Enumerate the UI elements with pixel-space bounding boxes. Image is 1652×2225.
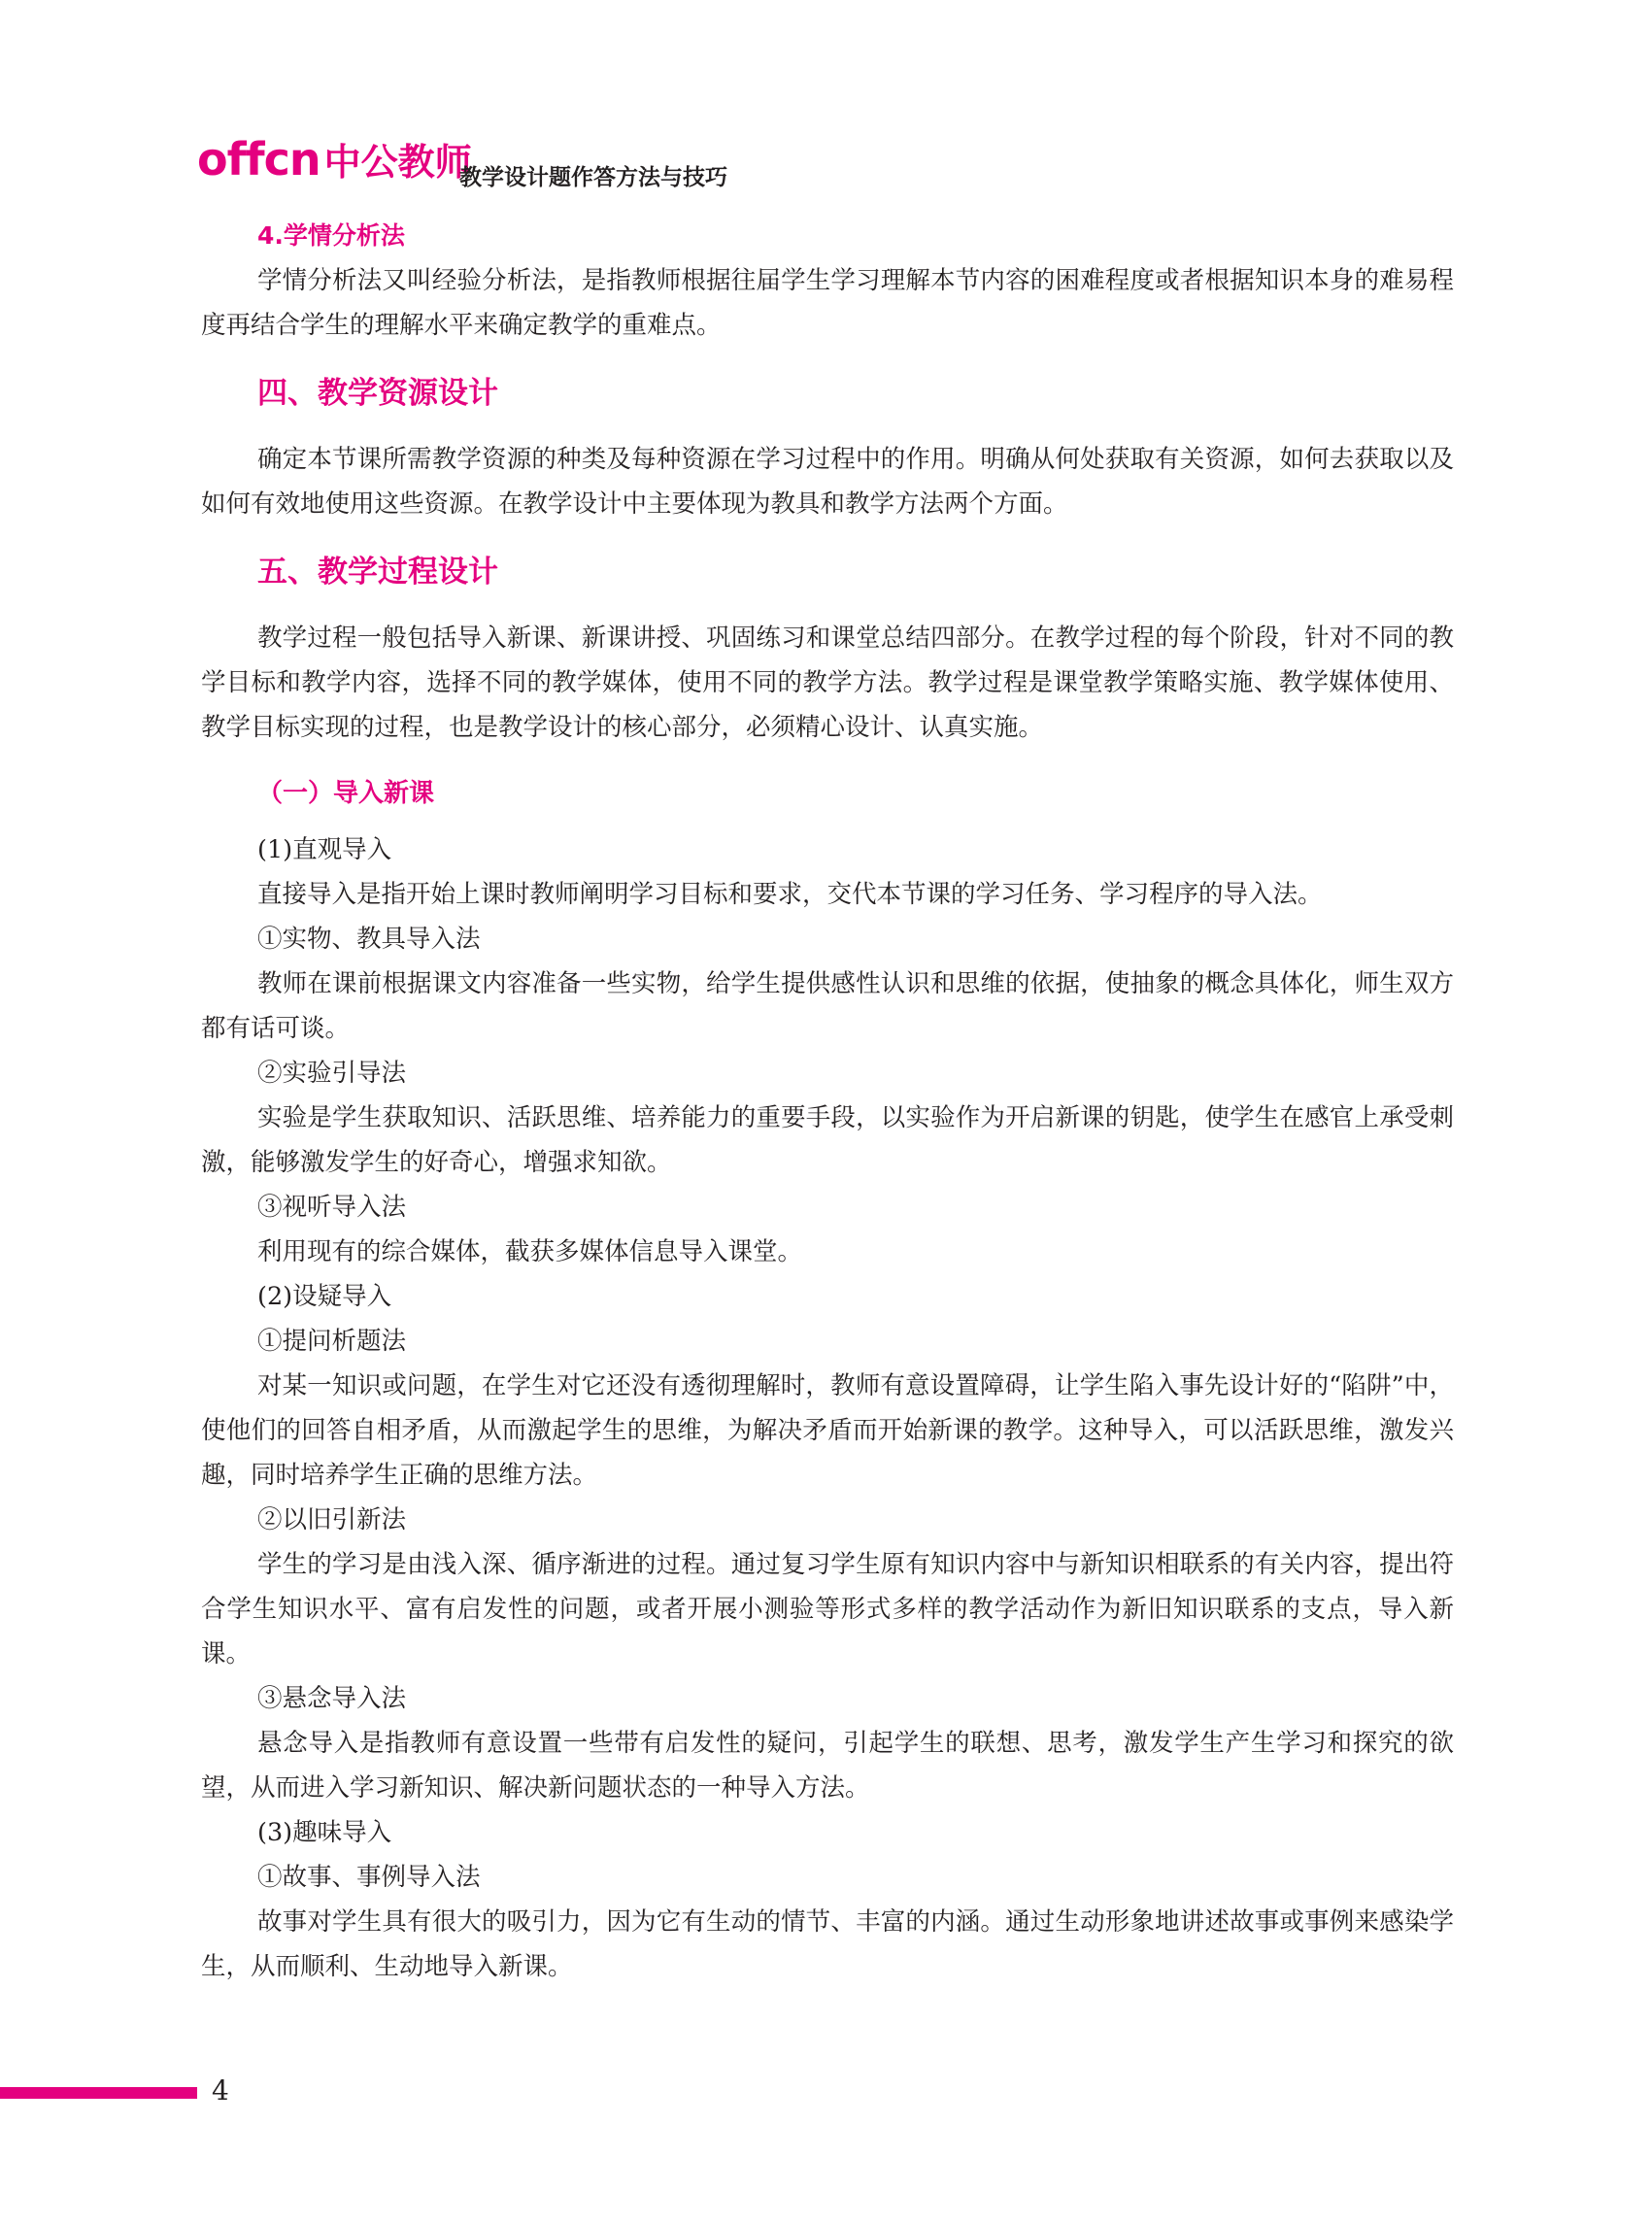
item-label: ①故事、事例导入法 — [257, 1863, 481, 1892]
item-label: (3)趣味导入 — [257, 1818, 392, 1847]
paragraph: 确定本节课所需教学资源的种类及每种资源在学习过程中的作用。明确从何处获取有关资源，如何去获取以及如何有效地使用这些资源。在教学设计中主要体现为教具和教学方法两个方面。 — [201, 445, 1454, 519]
section-heading: 四、教学资源设计 — [257, 376, 498, 411]
logo-latin-text: offcn — [197, 133, 320, 185]
paragraph: 学生的学习是由浅入深、循序渐进的过程。通过复习学生原有知识内容中与新知识相联系的有关内容，提出符合学生知识水平、富有启发性的问题，或者开展小测验等形式多样的教学活动作为新旧知识联系的支点，导入新课。 — [201, 1550, 1454, 1669]
paragraph: 对某一知识或问题，在学生对它还没有透彻理解时，教师有意设置障碍，让学生陷入事先设计好的“陷阱”中，使他们的回答自相矛盾，从而激起学生的思维，为解决矛盾而开始新课的教学。这种导入，可以活跃思维，激发兴趣，同时培养学生正确的思维方法。 — [201, 1371, 1454, 1490]
subsection-heading: （一）导入新课 — [257, 779, 435, 808]
paragraph: 悬念导入是指教师有意设置一些带有启发性的疑问，引起学生的联想、思考，激发学生产生学习和探究的欲望，从而进入学习新知识、解决新问题状态的一种导入方法。 — [201, 1729, 1454, 1803]
item-label: ①提问析题法 — [257, 1327, 407, 1356]
paragraph: 学情分析法又叫经验分析法，是指教师根据往届学生学习理解本节内容的困难程度或者根据知识本身的难易程度再结合学生的理解水平来确定教学的重难点。 — [201, 266, 1454, 340]
item-label: ①实物、教具导入法 — [257, 925, 481, 954]
item-label: ②实验引导法 — [257, 1059, 407, 1088]
item-label: (2)设疑导入 — [257, 1282, 392, 1311]
logo-cjk-text: 中公教师 — [323, 141, 472, 184]
item-label: ③悬念导入法 — [257, 1684, 407, 1713]
page-number: 4 — [212, 2074, 229, 2107]
paragraph: 教学过程一般包括导入新课、新课讲授、巩固练习和课堂总结四部分。在教学过程的每个阶段，针对不同的教学目标和教学内容，选择不同的教学媒体，使用不同的教学方法。教学过程是课堂教学策略实施、教学媒体使用、教学目标实现的过程，也是教学设计的核心部分，必须精心设计、认真实施。 — [201, 624, 1454, 742]
offcn-logo — [197, 132, 472, 185]
paragraph: 故事对学生具有很大的吸引力，因为它有生动的情节、丰富的内涵。通过生动形象地讲述故事或事例来感染学生，从而顺利、生动地导入新课。 — [201, 1907, 1454, 1981]
paragraph: 直接导入是指开始上课时教师阐明学习目标和要求，交代本节课的学习任务、学习程序的导入法。 — [257, 880, 1323, 909]
section-heading: 五、教学过程设计 — [257, 555, 498, 590]
method-heading: 4.学情分析法 — [257, 221, 405, 250]
paragraph: 教师在课前根据课文内容准备一些实物，给学生提供感性认识和思维的依据，使抽象的概念具体化，师生双方都有话可谈。 — [201, 969, 1454, 1043]
page-content — [201, 204, 1454, 1989]
item-label: ③视听导入法 — [257, 1193, 407, 1222]
paragraph: 实验是学生获取知识、活跃思维、培养能力的重要手段，以实验作为开启新课的钥匙，使学生在感官上承受刺激，能够激发学生的好奇心，增强求知欲。 — [201, 1103, 1454, 1177]
paragraph: 利用现有的综合媒体，截获多媒体信息导入课堂。 — [257, 1237, 803, 1266]
item-label: ②以旧引新法 — [257, 1505, 407, 1534]
footer-accent-bar — [0, 2087, 197, 2099]
running-header-title: 教学设计题作答方法与技巧 — [459, 164, 727, 190]
item-label: (1)直观导入 — [257, 835, 392, 864]
